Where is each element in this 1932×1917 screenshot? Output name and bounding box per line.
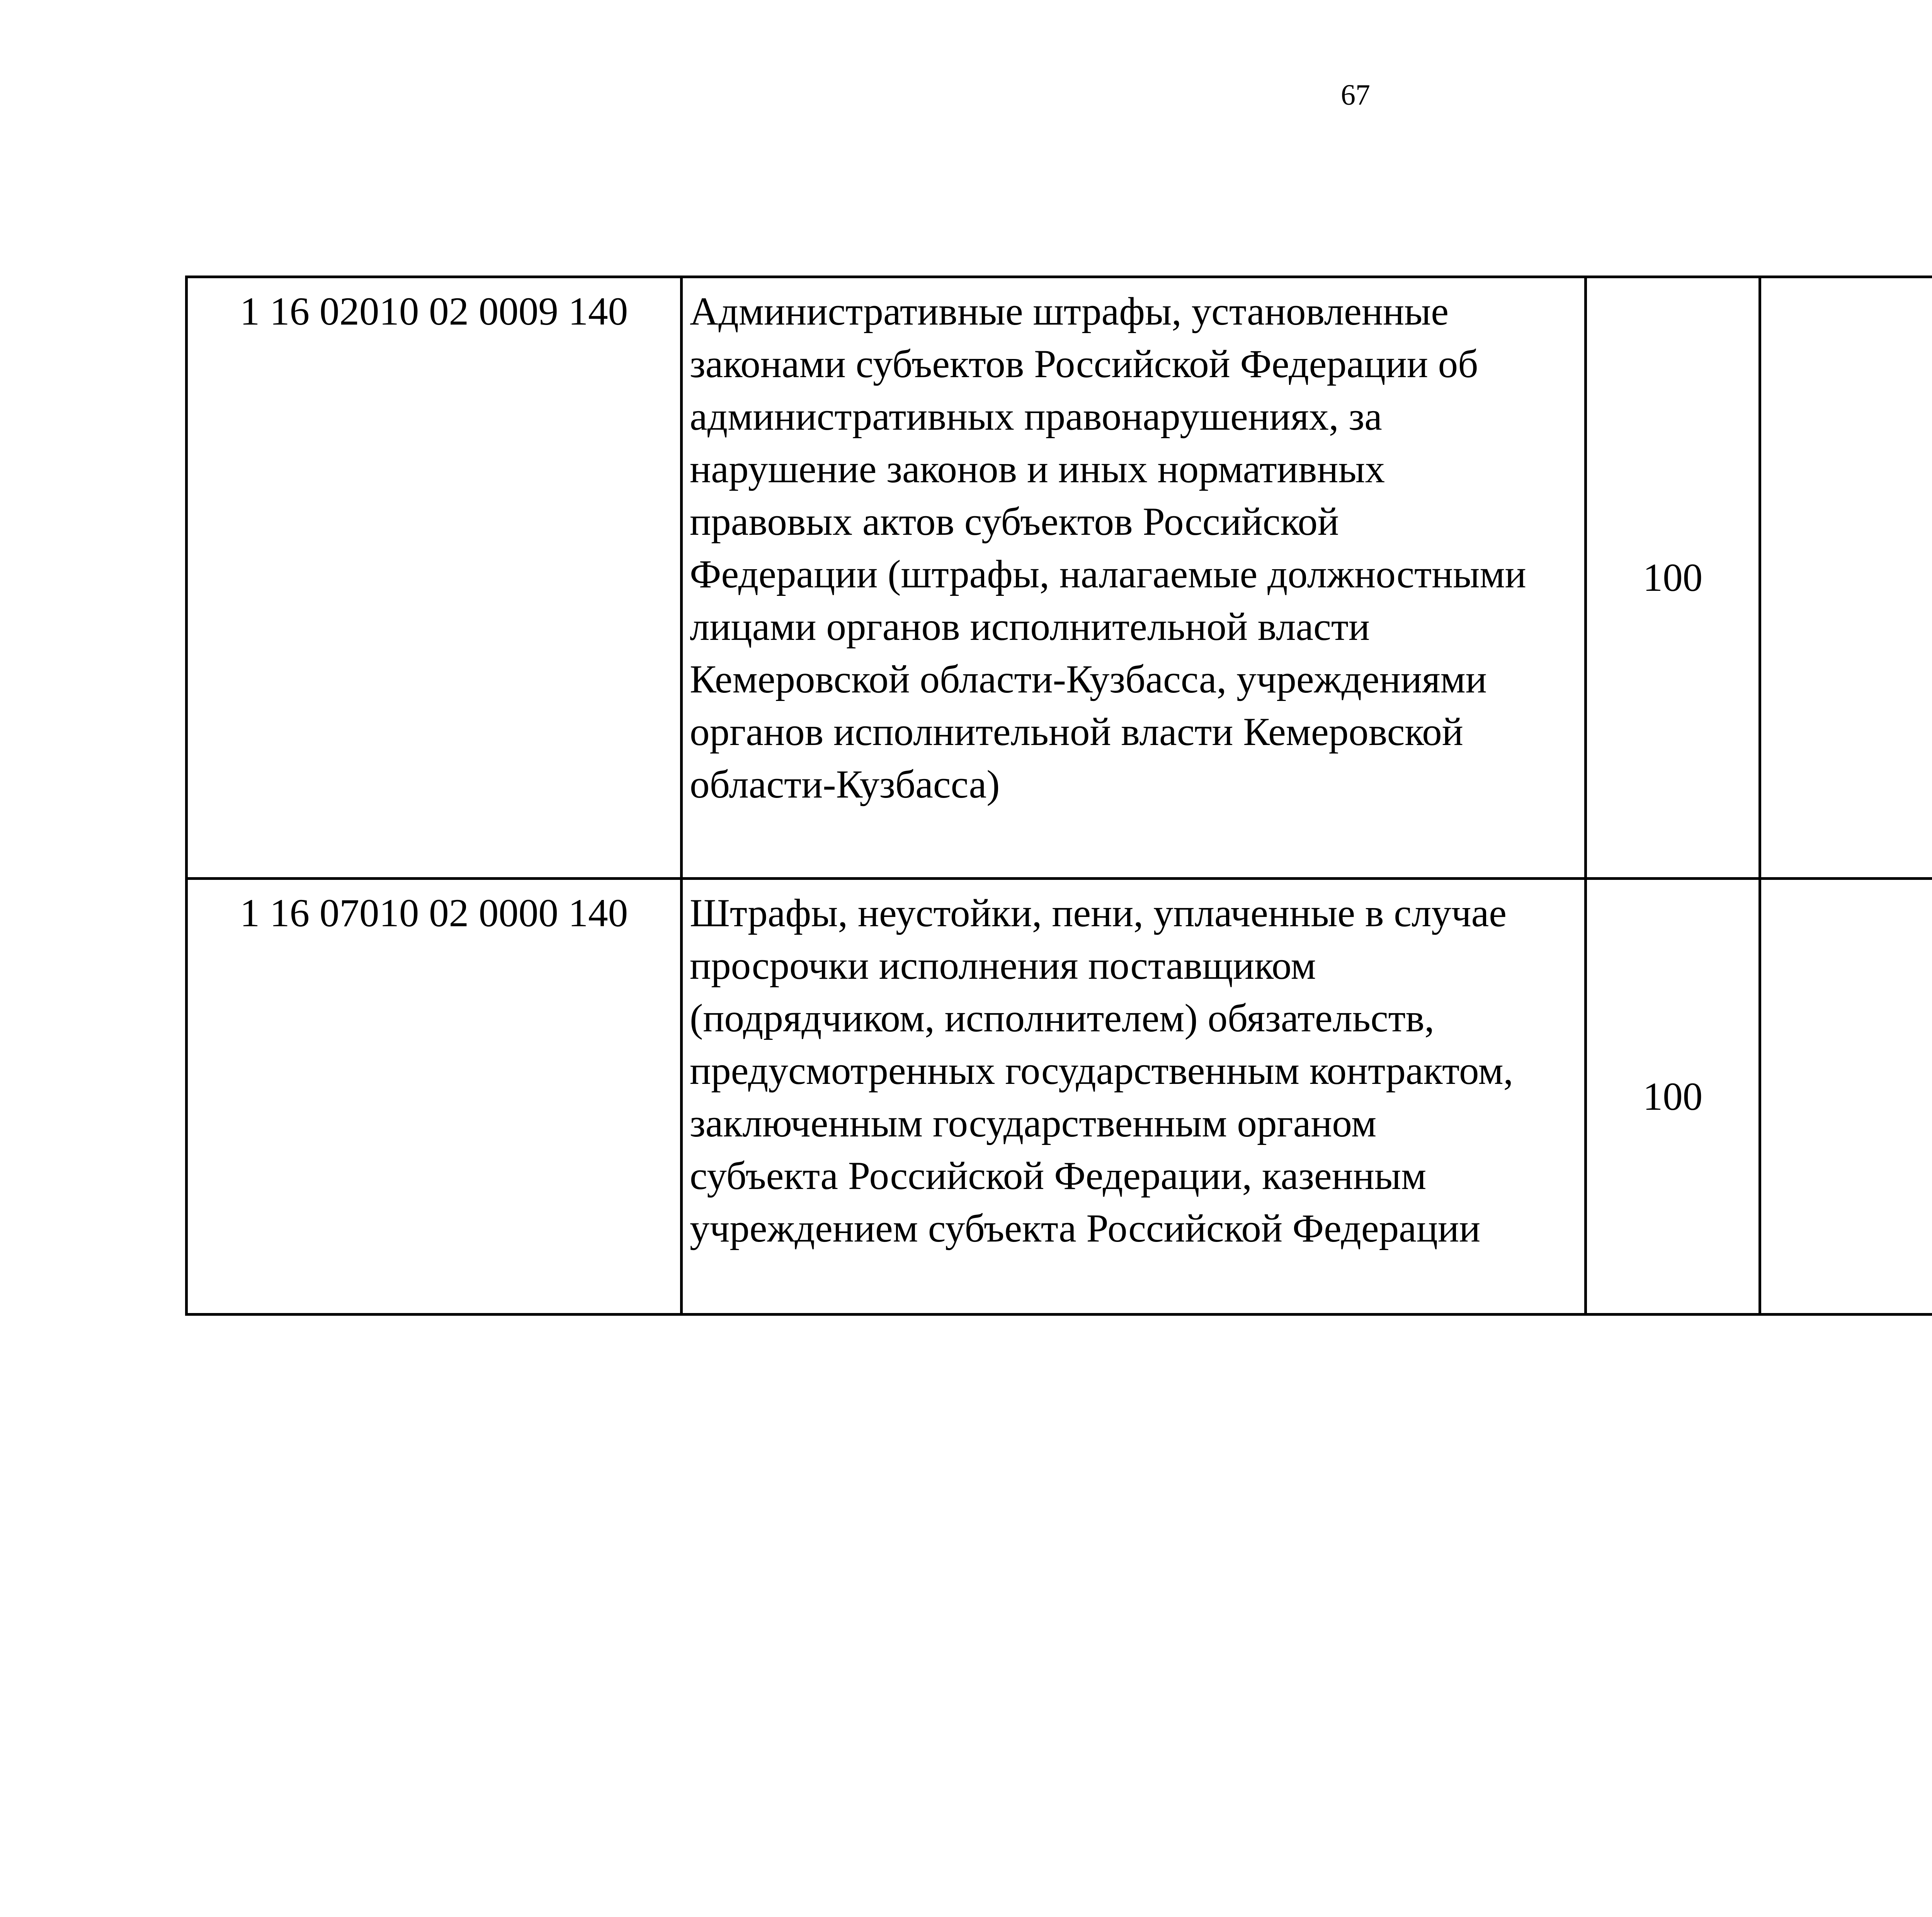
description-line: Административные штрафы, установленные [690,289,1449,333]
table-row [187,277,1932,879]
description-line: административных правонарушениях, за [690,395,1382,439]
description-line: нарушение законов и иных нормативных [690,447,1385,491]
page-number: 67 [1341,79,1370,111]
empty-cell [1760,879,1932,1315]
description-line: просрочки исполнения поставщиком [690,944,1316,988]
table-row [187,879,1932,1315]
budget-code-cell: 1 16 02010 02 0009 140 [187,277,682,879]
percentage-cell: 100 [1586,277,1760,879]
description-line: законами субъектов Российской Федерации об [690,342,1478,386]
percentage-cell: 100 [1586,879,1760,1315]
description-line: заключенным государственным органом [690,1101,1377,1145]
empty-cell [1760,277,1932,879]
description-line: Кемеровской области-Кузбасса, учреждениями [690,657,1487,701]
description-line: лицами органов исполнительной власти [690,605,1370,649]
description-line: Штрафы, неустойки, пени, уплаченные в случае [690,891,1507,935]
description-line: правовых актов субъектов Российской [690,500,1339,544]
budget-code-cell: 1 16 07010 02 0000 140 [187,879,682,1315]
description-line: области-Кузбасса) [690,762,1000,806]
description-line: субъекта Российской Федерации, казенным [690,1154,1427,1198]
description-cell [682,879,1586,1315]
description-line: органов исполнительной власти Кемеровской [690,710,1463,754]
description-line: предусмотренных государственным контрактом, [690,1049,1514,1093]
description-line: Федерации (штрафы, налагаемые должностными [690,552,1526,596]
description-cell [682,277,1586,879]
revenue-distribution-table [185,276,1932,1316]
description-line: (подрядчиком, исполнителем) обязательств, [690,996,1435,1040]
description-line: учреждением субъекта Российской Федерации [690,1206,1481,1250]
